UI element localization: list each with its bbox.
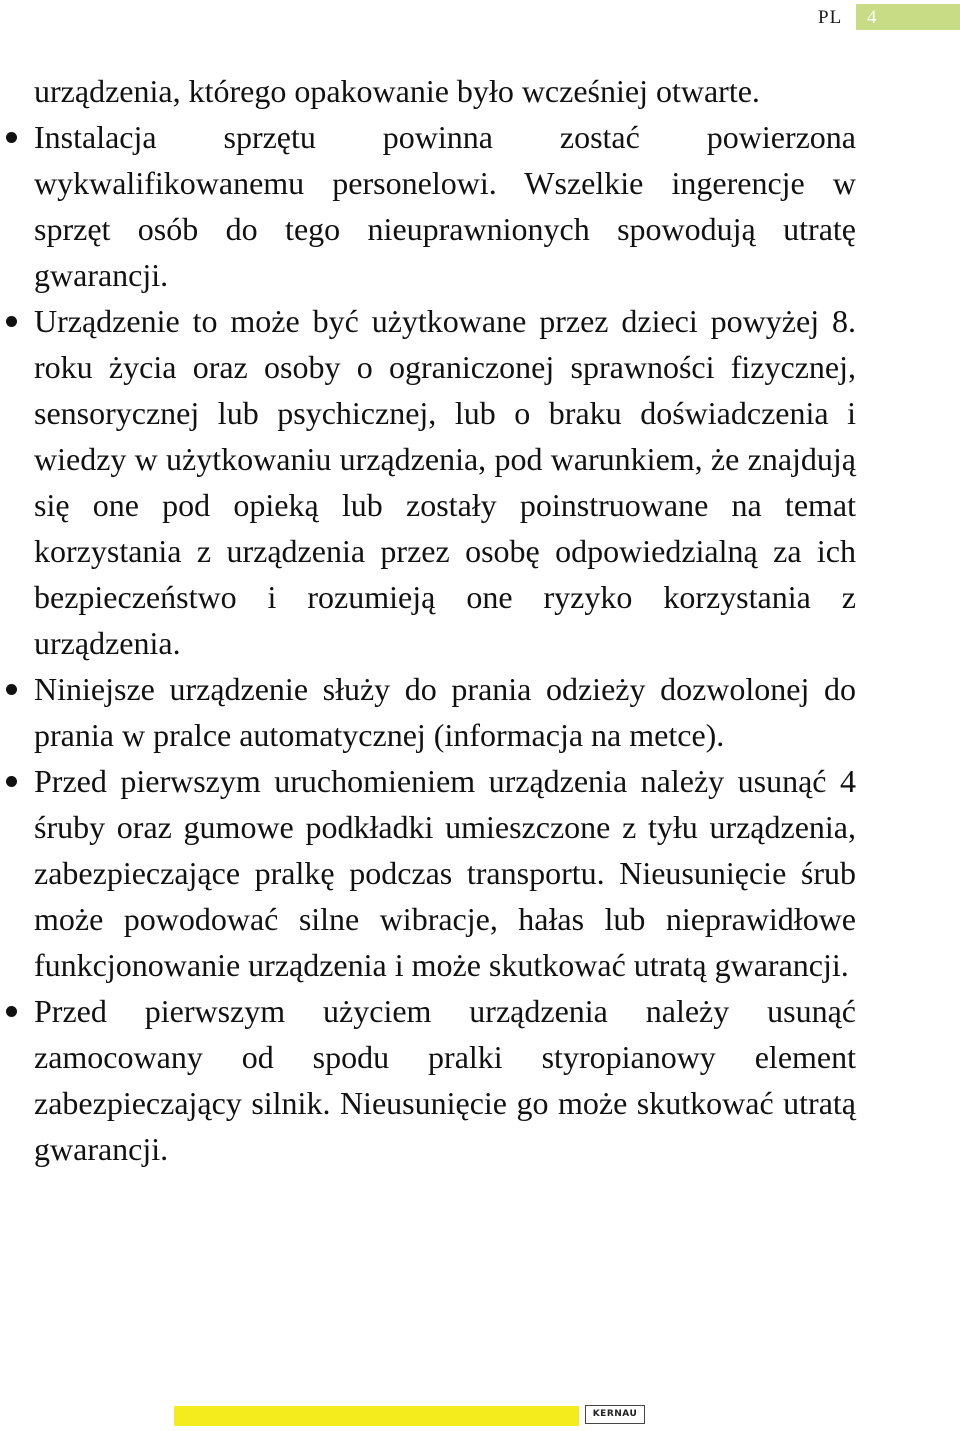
list-item-text: Przed pierwszym uruchomieniem urządzenia należy usunąć 4 śruby oraz gumowe podkładki umieszczone z tyłu urządzenia, zabezpieczające pralkę podczas transportu. Nieusunięcie śrub może powodować silne wibracje, hałas lub nieprawidłowe funkcjonowanie urządzenia i może skutkować utratą gwarancji. [34,763,856,983]
continuation-paragraph: urządzenia, którego opakowanie było wcześniej otwarte. [34,73,760,109]
page-number: 4 [867,7,877,28]
list-item-text: Niniejsze urządzenie służy do prania odzieży dozwolonej do prania w pralce automatycznej (informacja na metce). [34,671,856,753]
safety-list [34,114,856,1172]
brand-logo-text: KERNAU [592,1409,638,1419]
footer-bar [174,1406,579,1426]
list-item-text: Urządzenie to może być użytkowane przez dzieci powyżej 8. roku życia oraz osoby o ograniczonej sprawności fizycznej, sensorycznej lub psychicznej, lub o braku doświadczenia i wiedzy w użytkowaniu urządzenia, pod warunkiem, że znajdują się one pod opieką lub zostały poinstruowane na temat korzystania z urządzenia przez osobę odpowiedzialną za ich bezpieczeństwo i rozumieją one ryzyko korzystania z urządzenia. [34,303,856,661]
list-item-text: Przed pierwszym użyciem urządzenia należy usunąć zamocowany od spodu pralki styropianowy element zabezpieczający silnik. Nieusunięcie go może skutkować utratą gwarancji. [34,993,856,1167]
list-item [34,758,856,988]
bullet-icon [6,776,17,787]
list-item [34,666,856,758]
page-header [0,0,960,34]
page-number-badge [856,4,960,30]
manual-body [34,68,856,1172]
bullet-icon [6,132,17,143]
bullet-icon [6,316,17,327]
bullet-icon [6,684,17,695]
list-item [34,114,856,298]
language-label: PL [818,7,843,28]
brand-logo [585,1405,645,1424]
list-item [34,298,856,666]
bullet-icon [6,1006,17,1017]
list-item-text: Instalacja sprzętu powinna zostać powierzona wykwalifikowanemu personelowi. Wszelkie ingerencje w sprzęt osób do tego nieuprawnionych spowodują utratę gwarancji. [34,119,856,293]
list-item [34,988,856,1172]
